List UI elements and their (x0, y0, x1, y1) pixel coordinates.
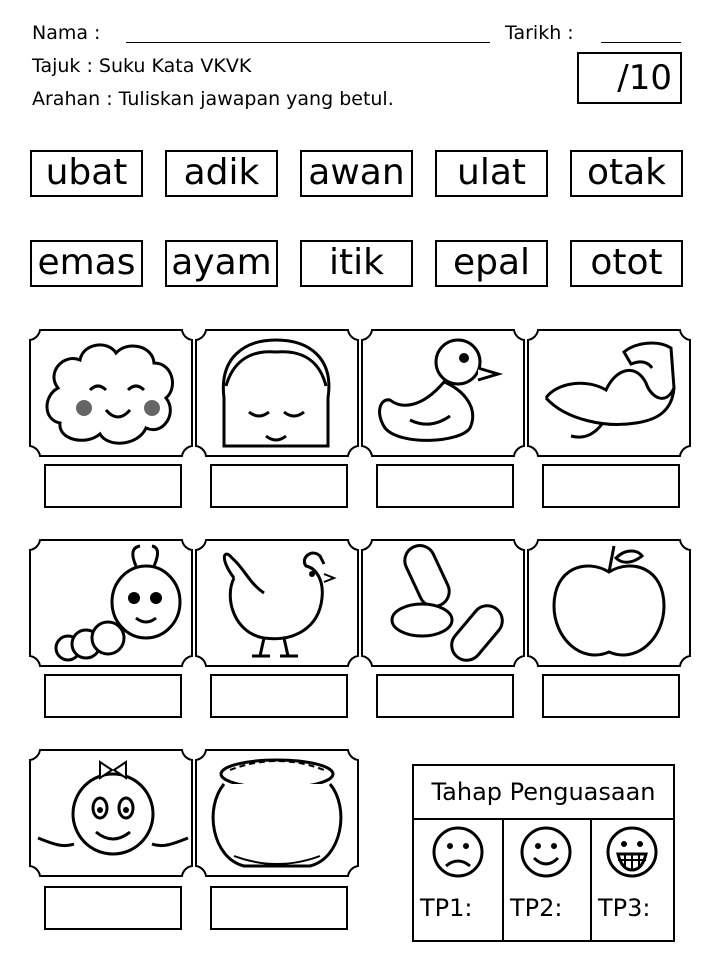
picture-card (194, 328, 360, 458)
nama-field[interactable] (126, 42, 490, 43)
picture-card (28, 748, 194, 878)
gold-pot-icon (213, 760, 341, 866)
word-box: adik (165, 150, 278, 197)
word-box: epal (435, 240, 548, 287)
answer-box[interactable] (376, 464, 514, 508)
picture-card (194, 748, 360, 878)
answer-box[interactable] (44, 886, 182, 930)
word-box: ubat (30, 150, 143, 197)
picture-card (28, 328, 194, 458)
word-box: ulat (435, 150, 548, 197)
score-box[interactable]: /10 (577, 52, 682, 104)
answer-box[interactable] (542, 464, 680, 508)
word-box: otak (570, 150, 683, 197)
tp3-label: TP3: (598, 894, 651, 922)
nama-label: Nama : (32, 22, 101, 44)
word-box: emas (30, 240, 143, 287)
word-box: otot (570, 240, 683, 287)
tajuk-label: Tajuk : Suku Kata VKVK (32, 55, 252, 77)
answer-box[interactable] (44, 674, 182, 718)
answer-box[interactable] (210, 674, 348, 718)
sad-face-icon (428, 824, 488, 880)
grin-face-icon (602, 824, 662, 880)
word-box: itik (300, 240, 413, 287)
picture-card (526, 328, 692, 458)
answer-box[interactable] (210, 886, 348, 930)
answer-box[interactable] (542, 674, 680, 718)
answer-box[interactable] (44, 464, 182, 508)
sleeping-boy-icon (223, 340, 329, 446)
smile-face-icon (516, 824, 576, 880)
answer-box[interactable] (376, 674, 514, 718)
tarikh-field[interactable] (601, 42, 681, 43)
tp2-label: TP2: (510, 894, 563, 922)
picture-card (28, 538, 194, 668)
cloud-icon (47, 345, 173, 443)
tarikh-label: Tarikh : (505, 22, 574, 44)
mastery-table (412, 764, 675, 942)
tp1-label: TP1: (420, 894, 473, 922)
picture-card (360, 538, 526, 668)
arahan-label: Arahan : Tuliskan jawapan yang betul. (32, 88, 394, 110)
picture-card (360, 328, 526, 458)
mastery-title: Tahap Penguasaan (414, 766, 673, 820)
picture-card (526, 538, 692, 668)
picture-card (194, 538, 360, 668)
word-box: awan (300, 150, 413, 197)
word-box: ayam (165, 240, 278, 287)
answer-box[interactable] (210, 464, 348, 508)
